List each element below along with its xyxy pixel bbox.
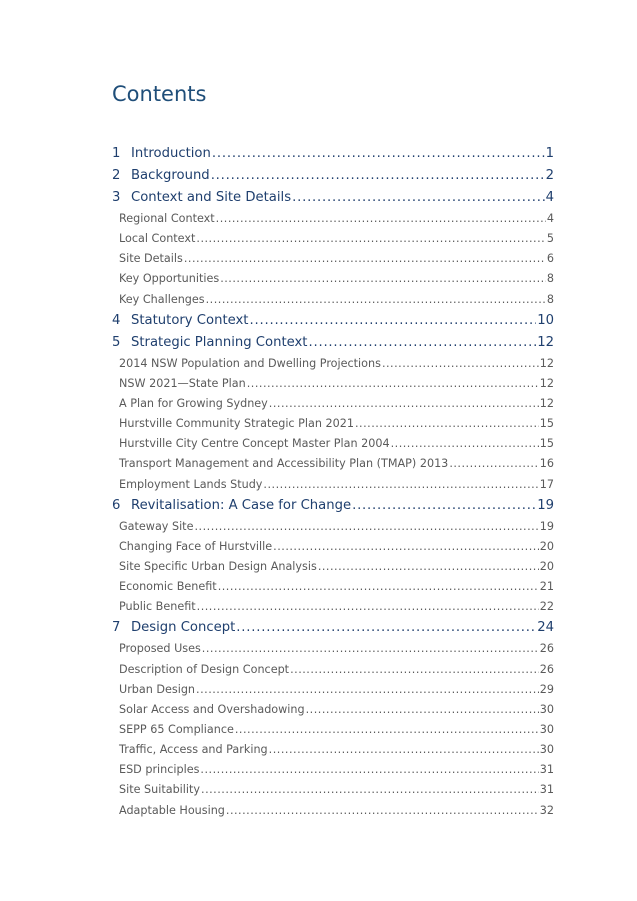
toc-page-number: 19 xyxy=(539,519,554,533)
toc-entry-label: Site Suitability xyxy=(119,783,201,797)
toc-dot-leader xyxy=(196,680,539,700)
toc-subsection-entry[interactable] xyxy=(112,577,554,597)
toc-dot-leader xyxy=(449,454,538,474)
toc-entry-label: Economic Benefit xyxy=(119,580,217,594)
toc-page-number: 22 xyxy=(539,600,554,614)
toc-subsection-entry[interactable] xyxy=(112,720,554,740)
toc-dot-leader xyxy=(269,740,539,760)
toc-entry-label: NSW 2021—State Plan xyxy=(119,376,246,390)
toc-entry-label: Gateway Site xyxy=(119,519,194,533)
toc-page-number: 30 xyxy=(539,722,554,736)
toc-dot-leader xyxy=(236,617,536,639)
toc-dot-leader xyxy=(306,700,539,720)
toc-dot-leader xyxy=(391,434,539,454)
table-of-contents xyxy=(112,143,554,821)
toc-subsection-entry[interactable] xyxy=(112,394,554,414)
toc-subsection-entry[interactable] xyxy=(112,354,554,374)
toc-entry-label: Regional Context xyxy=(119,212,215,225)
toc-entry-label: Traffic, Access and Parking xyxy=(119,743,268,757)
toc-subsection-entry[interactable] xyxy=(112,209,554,229)
toc-dot-leader xyxy=(263,475,538,495)
toc-dot-leader xyxy=(211,165,545,187)
toc-dot-leader xyxy=(273,537,539,557)
toc-page-number: 32 xyxy=(539,803,554,817)
toc-entry-label: Revitalisation: A Case for Change xyxy=(131,497,352,513)
toc-page-number: 12 xyxy=(537,334,554,350)
toc-page-number: 29 xyxy=(539,682,554,696)
toc-dot-leader xyxy=(355,414,539,434)
toc-section-entry[interactable] xyxy=(112,165,554,187)
toc-dot-leader xyxy=(197,597,539,617)
toc-page-number: 30 xyxy=(539,743,554,757)
toc-page-number: 21 xyxy=(539,580,554,594)
toc-section-entry[interactable] xyxy=(112,143,554,165)
toc-section-number: 2 xyxy=(112,168,121,183)
toc-subsection-entry[interactable] xyxy=(112,740,554,760)
toc-dot-leader xyxy=(184,249,546,269)
toc-section-entry[interactable] xyxy=(112,310,554,332)
toc-subsection-entry[interactable] xyxy=(112,269,554,289)
toc-entry-label: ESD principles xyxy=(119,763,200,777)
toc-page-number: 4 xyxy=(545,190,554,205)
toc-entry-label: Key Opportunities xyxy=(119,272,220,286)
toc-dot-leader xyxy=(218,577,539,597)
toc-page-number: 26 xyxy=(539,662,554,676)
toc-entry-label: Description of Design Concept xyxy=(119,662,290,676)
toc-section-number: 7 xyxy=(112,620,121,636)
toc-page-number: 17 xyxy=(539,477,554,491)
toc-page-number: 12 xyxy=(539,376,554,390)
toc-entry-label: Design Concept xyxy=(131,620,236,636)
toc-subsection-entry[interactable] xyxy=(112,537,554,557)
toc-page-number: 15 xyxy=(539,417,554,431)
toc-page-number: 1 xyxy=(545,146,554,161)
toc-entry-label: Hurstville Community Strategic Plan 2021 xyxy=(119,417,354,431)
toc-entry-label: Site Specific Urban Design Analysis xyxy=(119,559,317,573)
toc-page-number: 6 xyxy=(546,252,554,266)
toc-entry-label: Hurstville City Centre Concept Master Plan 2004 xyxy=(119,437,390,451)
toc-page-number: 4 xyxy=(546,212,554,225)
toc-entry-label: Background xyxy=(131,168,210,183)
toc-page-number: 31 xyxy=(539,763,554,777)
toc-entry-label: Key Challenges xyxy=(119,292,205,306)
toc-subsection-entry[interactable] xyxy=(112,700,554,720)
toc-entry-label: SEPP 65 Compliance xyxy=(119,722,234,736)
toc-dot-leader xyxy=(202,639,539,659)
toc-subsection-entry[interactable] xyxy=(112,517,554,537)
toc-subsection-entry[interactable] xyxy=(112,557,554,577)
toc-entry-label: Statutory Context xyxy=(131,312,249,328)
toc-page-number: 8 xyxy=(546,292,554,306)
toc-subsection-entry[interactable] xyxy=(112,639,554,659)
toc-dot-leader xyxy=(216,209,546,229)
toc-section-number: 3 xyxy=(112,190,121,205)
toc-page-number: 15 xyxy=(539,437,554,451)
toc-dot-leader xyxy=(194,517,538,537)
toc-dot-leader xyxy=(212,143,545,165)
toc-section-entry[interactable] xyxy=(112,495,554,517)
toc-dot-leader xyxy=(308,332,536,354)
toc-entry-label: Transport Management and Accessibility Plan (TMAP) 2013 xyxy=(119,457,449,471)
toc-entry-label: Introduction xyxy=(131,146,211,161)
toc-dot-leader xyxy=(196,229,545,249)
toc-entry-label: Adaptable Housing xyxy=(119,803,225,817)
toc-section-number: 4 xyxy=(112,312,121,328)
toc-dot-leader xyxy=(235,720,539,740)
toc-page-number: 20 xyxy=(539,539,554,553)
toc-page-number: 12 xyxy=(539,396,554,410)
toc-dot-leader xyxy=(352,495,536,517)
toc-page-number: 5 xyxy=(546,232,554,246)
toc-dot-leader xyxy=(382,354,539,374)
toc-page-number: 16 xyxy=(539,457,554,471)
toc-page-number: 31 xyxy=(539,783,554,797)
toc-subsection-entry[interactable] xyxy=(112,475,554,495)
toc-subsection-entry[interactable] xyxy=(112,660,554,680)
toc-subsection-entry[interactable] xyxy=(112,434,554,454)
toc-section-number: 5 xyxy=(112,334,121,350)
toc-page-number: 20 xyxy=(539,559,554,573)
toc-dot-leader xyxy=(318,557,539,577)
toc-subsection-entry[interactable] xyxy=(112,290,554,310)
toc-subsection-entry[interactable] xyxy=(112,801,554,821)
toc-subsection-entry[interactable] xyxy=(112,229,554,249)
toc-entry-label: Public Benefit xyxy=(119,600,196,614)
toc-entry-label: Context and Site Details xyxy=(131,190,292,205)
toc-dot-leader xyxy=(226,801,539,821)
toc-subsection-entry[interactable] xyxy=(112,454,554,474)
toc-page-number: 26 xyxy=(539,642,554,656)
toc-entry-label: Urban Design xyxy=(119,682,196,696)
toc-dot-leader xyxy=(201,780,539,800)
toc-subsection-entry[interactable] xyxy=(112,249,554,269)
toc-section-entry[interactable] xyxy=(112,332,554,354)
toc-entry-label: A Plan for Growing Sydney xyxy=(119,396,268,410)
toc-section-entry[interactable] xyxy=(112,617,554,639)
toc-page-number: 24 xyxy=(537,620,554,636)
toc-entry-label: Employment Lands Study xyxy=(119,477,263,491)
toc-dot-leader xyxy=(249,310,536,332)
toc-page-number: 19 xyxy=(537,497,554,513)
toc-page-number: 2 xyxy=(545,168,554,183)
toc-subsection-entry[interactable] xyxy=(112,597,554,617)
toc-entry-label: Proposed Uses xyxy=(119,642,201,656)
toc-entry-label: Changing Face of Hurstville xyxy=(119,539,273,553)
toc-entry-label: Solar Access and Overshadowing xyxy=(119,702,305,716)
toc-section-entry[interactable] xyxy=(112,187,554,209)
toc-page-number: 12 xyxy=(539,356,554,370)
toc-subsection-entry[interactable] xyxy=(112,780,554,800)
toc-section-number: 6 xyxy=(112,497,121,513)
toc-entry-label: Site Details xyxy=(119,252,183,266)
toc-dot-leader xyxy=(290,660,539,680)
toc-page-number: 10 xyxy=(537,312,554,328)
toc-dot-leader xyxy=(247,374,539,394)
toc-entry-label: 2014 NSW Population and Dwelling Projections xyxy=(119,356,381,370)
toc-page-number: 30 xyxy=(539,702,554,716)
toc-subsection-entry[interactable] xyxy=(112,374,554,394)
toc-dot-leader xyxy=(206,290,546,310)
toc-section-number: 1 xyxy=(112,146,121,161)
toc-dot-leader xyxy=(220,269,546,289)
toc-dot-leader xyxy=(200,760,538,780)
page-title: Contents xyxy=(112,82,207,106)
toc-entry-label: Strategic Planning Context xyxy=(131,334,308,350)
toc-entry-label: Local Context xyxy=(119,232,196,246)
toc-dot-leader xyxy=(292,187,545,209)
toc-subsection-entry[interactable] xyxy=(112,760,554,780)
toc-dot-leader xyxy=(269,394,539,414)
toc-page-number: 8 xyxy=(546,272,554,286)
toc-subsection-entry[interactable] xyxy=(112,414,554,434)
toc-subsection-entry[interactable] xyxy=(112,680,554,700)
